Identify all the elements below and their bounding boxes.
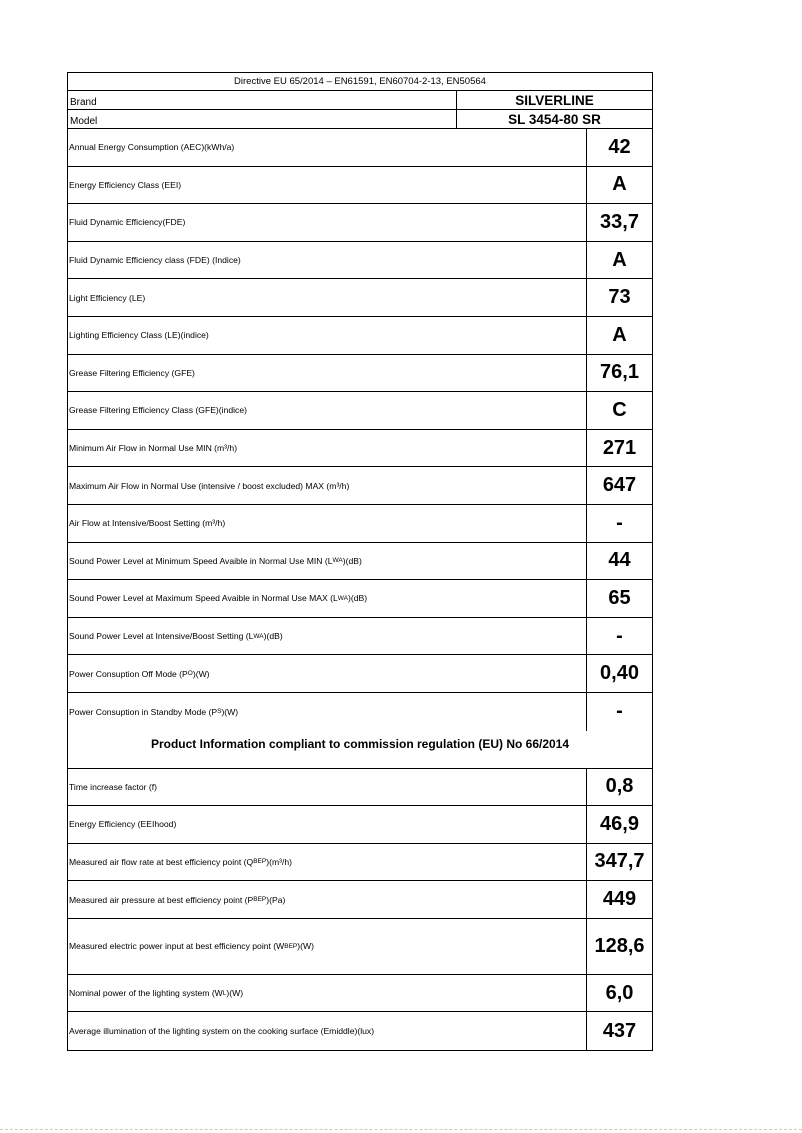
spec-label-text: Power Consuption Off Mode (P <box>69 668 188 679</box>
spec-label-subscript: O <box>187 670 193 678</box>
spec-label: Energy Efficiency Class (EEI) <box>68 167 587 204</box>
spec-label-subscript: WA <box>253 632 264 640</box>
page-bottom-divider <box>0 1129 802 1130</box>
spec-label: Annual Energy Consumption (AEC)(kWh/a) <box>68 129 587 166</box>
spec-value: 76,1 <box>600 361 639 384</box>
spec-label: Energy Efficiency (EEIhood) <box>68 806 587 843</box>
spec-label-subscript: WA <box>337 594 348 602</box>
spec-row <box>68 355 652 393</box>
spec-row <box>68 806 652 844</box>
spec-label-text: Measured air pressure at best efficiency point (P <box>69 894 254 905</box>
spec-label-subscript: WA <box>332 557 343 565</box>
spec-value: 44 <box>608 549 631 572</box>
spec-value: 46,9 <box>600 812 639 835</box>
spec-row <box>68 881 652 919</box>
spec-row <box>68 167 652 205</box>
model-label: Model <box>68 110 457 128</box>
spec-row <box>68 279 652 317</box>
section-header <box>68 731 652 769</box>
spec-label <box>68 975 587 1012</box>
spec-label-subscript: BEP <box>253 896 267 904</box>
brand-value: SILVERLINE <box>515 92 594 108</box>
spec-row <box>68 769 652 807</box>
spec-label <box>68 580 587 617</box>
spec-label-unit: )(dB) <box>342 555 362 566</box>
spec-label: Grease Filtering Efficiency (GFE) <box>68 355 587 392</box>
spec-value: A <box>612 323 627 346</box>
brand-label: Brand <box>68 91 457 109</box>
spec-row <box>68 242 652 280</box>
section-title: Product Information compliant to commission regulation (EU) No 66/2014 <box>150 736 570 751</box>
spec-row <box>68 204 652 242</box>
spec-row <box>68 392 652 430</box>
spec-group-main <box>68 129 652 731</box>
spec-label-text: Power Consuption in Standby Mode (P <box>69 706 218 717</box>
spec-value: 0,8 <box>605 775 634 798</box>
spec-row <box>68 467 652 505</box>
spec-value: 128,6 <box>594 934 645 957</box>
spec-label <box>68 543 587 580</box>
spec-label-text: Sound Power Level at Maximum Speed Avaible in Normal Use MAX (L <box>69 593 338 604</box>
spec-label-subscript: L <box>222 989 227 997</box>
spec-label-unit: )(m³/h) <box>266 856 293 867</box>
spec-row <box>68 430 652 468</box>
spec-label-subscript: BEP <box>253 858 267 866</box>
spec-label: Minimum Air Flow in Normal Use MIN (m³/h) <box>68 430 587 467</box>
spec-value: 65 <box>608 586 631 609</box>
spec-value: C <box>612 398 627 421</box>
spec-label: Maximum Air Flow in Normal Use (intensive / boost excluded) MAX (m³/h) <box>68 467 587 504</box>
spec-label-subscript: S <box>217 708 222 716</box>
spec-value: - <box>616 511 623 534</box>
spec-row <box>68 317 652 355</box>
spec-label: Fluid Dynamic Efficiency(FDE) <box>68 204 587 241</box>
spec-value: - <box>616 624 623 647</box>
spec-row <box>68 919 652 975</box>
spec-row <box>68 618 652 656</box>
spec-row <box>68 975 652 1013</box>
spec-row <box>68 543 652 581</box>
spec-value: 6,0 <box>605 981 634 1004</box>
spec-value: A <box>612 173 627 196</box>
spec-row <box>68 1012 652 1050</box>
spec-row <box>68 129 652 167</box>
spec-label-unit: )(dB) <box>263 631 283 642</box>
spec-value: 271 <box>602 436 637 459</box>
spec-label: Light Efficiency (LE) <box>68 279 587 316</box>
model-row <box>68 110 652 129</box>
spec-value: 0,40 <box>600 662 639 685</box>
spec-label <box>68 618 587 655</box>
directive-text: Directive EU 65/2014 – EN61591, EN60704-2-13, EN50564 <box>234 76 486 87</box>
spec-label <box>68 693 587 731</box>
spec-label: Time increase factor (f) <box>68 769 587 806</box>
spec-label: Grease Filtering Efficiency Class (GFE)(indice) <box>68 392 587 429</box>
spec-value: 42 <box>608 135 631 158</box>
spec-value: 437 <box>602 1019 637 1042</box>
spec-value: 449 <box>602 888 637 911</box>
spec-label <box>68 655 587 692</box>
spec-row <box>68 693 652 731</box>
spec-row <box>68 580 652 618</box>
spec-value: 33,7 <box>600 210 639 233</box>
spec-label-subscript: BEP <box>284 942 298 950</box>
spec-group-regulation <box>68 769 652 1051</box>
spec-label-unit: )(dB) <box>348 593 368 604</box>
spec-label-text: Measured air flow rate at best efficiency point (Q <box>69 856 254 867</box>
spec-label: Fluid Dynamic Efficiency class (FDE) (Indice) <box>68 242 587 279</box>
spec-label-text: Sound Power Level at Intensive/Boost Setting (L <box>69 631 254 642</box>
spec-value: 647 <box>602 474 637 497</box>
spec-value: 347,7 <box>594 850 645 873</box>
spec-label-unit: )(W) <box>221 706 239 717</box>
spec-label-text: Nominal power of the lighting system (W <box>69 988 223 999</box>
brand-row <box>68 91 652 110</box>
spec-row <box>68 655 652 693</box>
model-value: SL 3454-80 SR <box>508 111 601 127</box>
spec-label <box>68 881 587 918</box>
spec-label: Lighting Efficiency Class (LE)(indice) <box>68 317 587 354</box>
spec-value: A <box>612 248 627 271</box>
spec-label <box>68 844 587 881</box>
spec-label: Average illumination of the lighting system on the cooking surface (Emiddle)(lux) <box>68 1012 587 1050</box>
spec-label-unit: )(W) <box>192 668 210 679</box>
spec-label: Air Flow at Intensive/Boost Setting (m³/h) <box>68 505 587 542</box>
directive-header <box>68 73 652 91</box>
energy-label-table <box>67 72 653 1051</box>
spec-label-unit: )(W) <box>297 941 314 952</box>
spec-value: - <box>616 700 623 723</box>
spec-label-text: Sound Power Level at Minimum Speed Avaible in Normal Use MIN (L <box>69 555 333 566</box>
spec-row <box>68 844 652 882</box>
spec-value: 73 <box>608 286 631 309</box>
spec-label-unit: )(Pa) <box>266 894 286 905</box>
spec-label-text: Measured electric power input at best efficiency point (W <box>69 941 285 952</box>
spec-label-unit: )(W) <box>226 988 244 999</box>
spec-label <box>68 919 587 974</box>
spec-row <box>68 505 652 543</box>
